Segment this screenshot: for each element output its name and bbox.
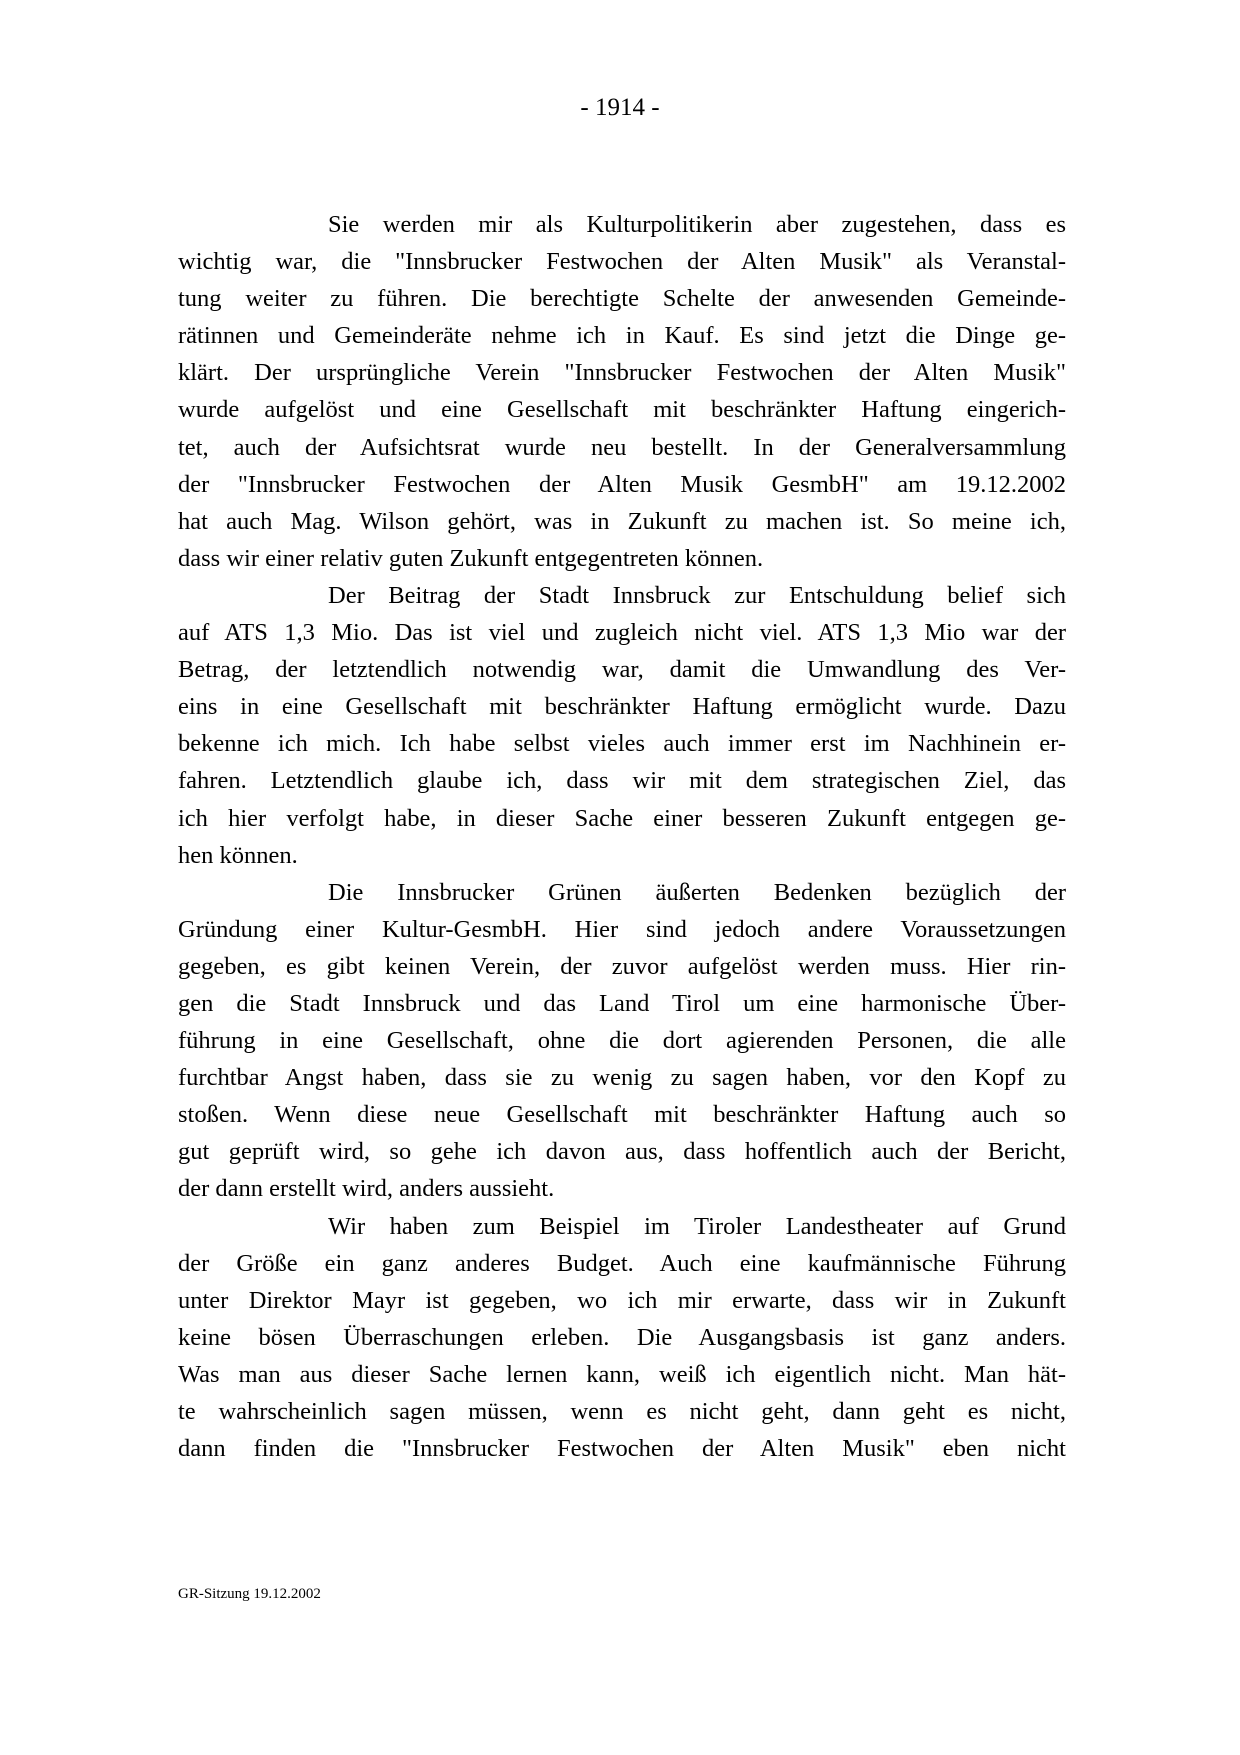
- text-line: ich hier verfolgt habe, in dieser Sache einer besseren Zukunft entgegen ge-: [178, 804, 1066, 832]
- document-body: [178, 206, 1066, 1467]
- text-line: rätinnen und Gemeinderäte nehme ich in Kauf. Es sind jetzt die Dinge ge-: [178, 322, 1066, 350]
- text-line: Gründung einer Kultur-GesmbH. Hier sind jedoch andere Voraussetzungen: [178, 915, 1066, 943]
- text-line: hat auch Mag. Wilson gehört, was in Zukunft zu machen ist. So meine ich,: [178, 507, 1066, 535]
- text-line: bekenne ich mich. Ich habe selbst vieles auch immer erst im Nachhinein er-: [178, 730, 1066, 758]
- text-line: wichtig war, die "Innsbrucker Festwochen der Alten Musik" als Veranstal-: [178, 248, 1066, 276]
- text-line: der Größe ein ganz anderes Budget. Auch eine kaufmännische Führung: [178, 1249, 1066, 1277]
- text-line: gut geprüft wird, so gehe ich davon aus, dass hoffentlich auch der Bericht,: [178, 1138, 1066, 1166]
- text-line: hen können.: [178, 841, 298, 869]
- text-line: stoßen. Wenn diese neue Gesellschaft mit beschränkter Haftung auch so: [178, 1101, 1066, 1129]
- text-line: dass wir einer relativ guten Zukunft entgegentreten können.: [178, 544, 764, 572]
- paragraph-4: [178, 1208, 1066, 1468]
- page-number: - 1914 -: [580, 94, 660, 121]
- text-line: Sie werden mir als Kulturpolitikerin aber zugestehen, dass es: [328, 211, 1066, 238]
- text-line: furchtbar Angst haben, dass sie zu wenig zu sagen haben, vor den Kopf zu: [178, 1064, 1066, 1092]
- text-line: auf ATS 1,3 Mio. Das ist viel und zugleich nicht viel. ATS 1,3 Mio war der: [178, 619, 1066, 647]
- text-line: dann finden die "Innsbrucker Festwochen der Alten Musik" eben nicht: [178, 1435, 1066, 1463]
- text-line: Die Innsbrucker Grünen äußerten Bedenken bezüglich der: [328, 878, 1066, 906]
- text-line: Wir haben zum Beispiel im Tiroler Landestheater auf Grund: [328, 1212, 1066, 1240]
- text-line: tet, auch der Aufsichtsrat wurde neu bestellt. In der Generalversammlung: [178, 433, 1066, 461]
- text-line: unter Direktor Mayr ist gegeben, wo ich mir erwarte, dass wir in Zukunft: [178, 1286, 1066, 1314]
- text-line: klärt. Der ursprüngliche Verein "Innsbrucker Festwochen der Alten Musik": [178, 359, 1066, 387]
- paragraph-2: [178, 577, 1066, 874]
- text-line: Betrag, der letztendlich notwendig war, damit die Umwandlung des Ver-: [178, 656, 1066, 684]
- text-line: der "Innsbrucker Festwochen der Alten Musik GesmbH" am 19.12.2002: [178, 470, 1066, 498]
- text-line: gen die Stadt Innsbruck und das Land Tirol um eine harmonische Über-: [178, 989, 1066, 1017]
- text-line: keine bösen Überraschungen erleben. Die Ausgangsbasis ist ganz anders.: [178, 1323, 1066, 1351]
- footer-session-date: GR-Sitzung 19.12.2002: [178, 1586, 321, 1602]
- paragraph-3: [178, 874, 1066, 1208]
- text-line: wurde aufgelöst und eine Gesellschaft mit beschränkter Haftung eingerich-: [178, 396, 1066, 424]
- text-line: eins in eine Gesellschaft mit beschränkter Haftung ermöglicht wurde. Dazu: [178, 693, 1066, 721]
- text-line: tung weiter zu führen. Die berechtigte Schelte der anwesenden Gemeinde-: [178, 285, 1066, 313]
- text-line: der dann erstellt wird, anders aussieht.: [178, 1175, 555, 1203]
- paragraph-1: [178, 206, 1066, 577]
- text-line: gegeben, es gibt keinen Verein, der zuvor aufgelöst werden muss. Hier rin-: [178, 952, 1066, 980]
- text-line: führung in eine Gesellschaft, ohne die dort agierenden Personen, die alle: [178, 1027, 1066, 1055]
- text-line: Was man aus dieser Sache lernen kann, weiß ich eigentlich nicht. Man hät-: [178, 1360, 1066, 1388]
- text-line: te wahrscheinlich sagen müssen, wenn es nicht geht, dann geht es nicht,: [178, 1398, 1066, 1425]
- text-line: Der Beitrag der Stadt Innsbruck zur Entschuldung belief sich: [328, 581, 1066, 609]
- text-line: fahren. Letztendlich glaube ich, dass wir mit dem strategischen Ziel, das: [178, 767, 1066, 795]
